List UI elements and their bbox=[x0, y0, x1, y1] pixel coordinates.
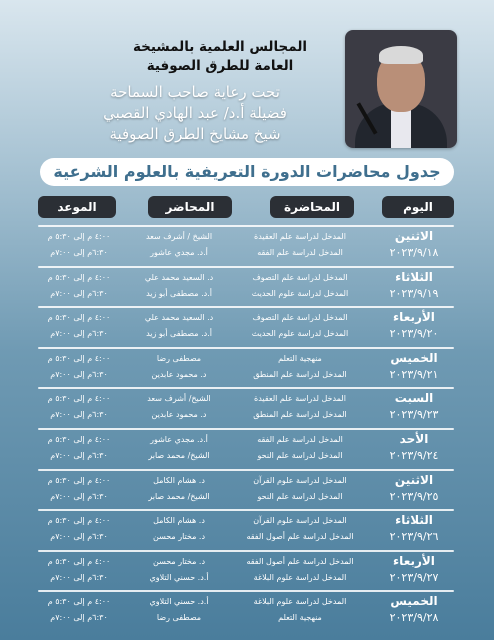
day-name: الأربعاء bbox=[393, 553, 435, 568]
lecture-cell-line: المدخل لدراسة علم المنطق bbox=[253, 410, 347, 420]
row-divider bbox=[38, 225, 454, 227]
day-cell bbox=[374, 228, 454, 261]
day-cell bbox=[374, 512, 454, 545]
lecturer-cell bbox=[124, 473, 234, 505]
org-line-1: المجالس العلمية بالمشيخة bbox=[132, 39, 308, 55]
day-name: الأحد bbox=[399, 432, 429, 446]
day-date: ٢٠٢٣/٩/٢٦ bbox=[389, 530, 439, 544]
org-line-2: العامة للطرق الصوفية bbox=[146, 58, 294, 74]
lecture-cell-line: المدخل لدراسة علوم القرآن bbox=[253, 475, 347, 485]
schedule-row bbox=[38, 431, 454, 467]
lecturer-cell bbox=[124, 270, 234, 302]
day-name: الخميس bbox=[390, 350, 438, 365]
schedule-row bbox=[38, 472, 454, 508]
header bbox=[0, 0, 494, 155]
lecturer-cell-line: الشيخ/ محمد صابر bbox=[148, 491, 210, 501]
schedule-row bbox=[38, 350, 454, 386]
lecture-cell bbox=[230, 229, 370, 261]
time-cell-line: ٦:٣٠م إلى ٧:٠٠م bbox=[50, 572, 108, 582]
time-cell bbox=[38, 310, 120, 342]
schedule-row bbox=[38, 390, 454, 426]
time-cell-line: ٤:٠٠ م إلى ٥:٣٠ م bbox=[47, 556, 111, 566]
lecturer-cell-line: أ.د. مصطفى أبو زيد bbox=[146, 288, 212, 298]
sheikh-photo bbox=[345, 30, 457, 148]
lecturer-cell bbox=[124, 554, 234, 586]
schedule-title: جدول محاضرات الدورة التعريفية بالعلوم الشرعية bbox=[40, 158, 454, 186]
time-cell bbox=[38, 473, 120, 505]
column-header-time: الموعد bbox=[38, 196, 116, 218]
lecturer-cell bbox=[124, 391, 234, 423]
organization-name bbox=[105, 38, 335, 76]
lecture-cell-line: منهجية التعلم bbox=[278, 613, 322, 623]
lecturer-cell-line: د. مختار محسن bbox=[152, 532, 206, 542]
time-cell bbox=[38, 391, 120, 423]
lecturer-cell bbox=[124, 229, 234, 261]
time-cell-line: ٦:٣٠م إلى ٧:٠٠م bbox=[50, 613, 108, 623]
lecturer-cell-line: د. السعيد محمد علي bbox=[144, 313, 214, 323]
time-cell bbox=[38, 432, 120, 464]
time-cell-line: ٤:٠٠ م إلى ٥:٣٠ م bbox=[47, 597, 111, 607]
time-cell-line: ٦:٣٠م إلى ٧:٠٠م bbox=[50, 491, 108, 501]
day-name: الأربعاء bbox=[393, 310, 435, 325]
lecturer-cell-line: الشيخ / أشرف سعد bbox=[145, 232, 213, 241]
lecturer-cell-line: د. مختار محسن bbox=[152, 556, 206, 566]
row-divider bbox=[38, 469, 454, 471]
lecturer-cell-line: د. السعيد محمد علي bbox=[144, 272, 214, 282]
lecturer-cell-line: أ.د. حسني التلاوي bbox=[149, 572, 209, 582]
row-divider bbox=[38, 590, 454, 592]
lecturer-cell-line: أ.د. مجدي عاشور bbox=[150, 435, 208, 444]
day-cell bbox=[374, 431, 454, 464]
column-header-lecturer: المحاضر bbox=[148, 196, 232, 218]
column-header-day: اليوم bbox=[382, 196, 454, 218]
lecture-cell bbox=[230, 351, 370, 383]
lecturer-cell bbox=[124, 351, 234, 383]
patron-line-2: فضيلة أ.د/ عبد الهادي القصبي bbox=[103, 104, 287, 122]
day-date: ٢٠٢٣/٩/٢٣ bbox=[389, 408, 439, 422]
lecture-cell-line: المدخل لدراسة علم التصوف bbox=[252, 272, 348, 282]
lecturer-cell bbox=[124, 432, 234, 464]
schedule-row bbox=[38, 309, 454, 345]
day-name: السبت bbox=[394, 391, 434, 406]
row-divider bbox=[38, 306, 454, 308]
lecturer-cell bbox=[124, 513, 234, 545]
lecture-cell-line: المدخل لدراسة علوم القرآن bbox=[253, 516, 347, 526]
lecture-cell bbox=[230, 513, 370, 545]
lecture-cell-line: المدخل لدراسة علم العقيدة bbox=[254, 232, 346, 241]
day-name: الاثنين bbox=[394, 229, 434, 243]
lecture-cell bbox=[230, 473, 370, 505]
lecture-cell-line: المدخل لدراسة علوم الحديث bbox=[251, 329, 349, 339]
day-cell bbox=[374, 309, 454, 342]
row-divider bbox=[38, 550, 454, 552]
lecturer-cell-line: د. هشام الكامل bbox=[153, 516, 205, 526]
lecturer-cell-line: أ.د. مصطفى أبو زيد bbox=[146, 329, 212, 339]
lecture-cell-line: المدخل لدراسة علم النحو bbox=[257, 491, 343, 501]
time-cell-line: ٤:٠٠ م إلى ٥:٣٠ م bbox=[47, 394, 111, 404]
lecture-cell bbox=[230, 594, 370, 626]
time-cell-line: ٦:٣٠م إلى ٧:٠٠م bbox=[50, 329, 108, 339]
day-date: ٢٠٢٣/٩/٢٧ bbox=[389, 570, 439, 584]
lecturer-cell-line: أ.د. حسني التلاوي bbox=[149, 597, 209, 607]
time-cell bbox=[38, 513, 120, 545]
row-divider bbox=[38, 509, 454, 511]
day-cell bbox=[374, 269, 454, 302]
row-divider bbox=[38, 347, 454, 349]
day-date: ٢٠٢٣/٩/٢٥ bbox=[389, 489, 439, 503]
schedule-row bbox=[38, 593, 454, 629]
lecturer-cell bbox=[124, 594, 234, 626]
lecturer-cell-line: د. هشام الكامل bbox=[153, 475, 205, 485]
time-cell-line: ٦:٣٠م إلى ٧:٠٠م bbox=[50, 410, 108, 420]
day-cell bbox=[374, 350, 454, 383]
row-divider bbox=[38, 428, 454, 430]
time-cell-line: ٤:٠٠ م إلى ٥:٣٠ م bbox=[47, 435, 111, 444]
time-cell bbox=[38, 554, 120, 586]
day-date: ٢٠٢٣/٩/١٩ bbox=[389, 286, 439, 300]
lecturer-cell bbox=[124, 310, 234, 342]
row-divider bbox=[38, 387, 454, 389]
lecture-cell-line: المدخل لدراسة علم الفقه bbox=[257, 248, 343, 257]
time-cell-line: ٤:٠٠ م إلى ٥:٣٠ م bbox=[47, 313, 111, 323]
patronage-text bbox=[50, 82, 340, 145]
lecture-cell-line: المدخل لدراسة علم أصول الفقه bbox=[246, 556, 354, 566]
day-name: الاثنين bbox=[394, 472, 434, 487]
time-cell-line: ٦:٣٠م إلى ٧:٠٠م bbox=[50, 288, 108, 298]
schedule-row bbox=[38, 269, 454, 305]
time-cell-line: ٦:٣٠م إلى ٧:٠٠م bbox=[50, 369, 108, 379]
lecturer-cell-line: د. محمود عابدين bbox=[151, 369, 207, 379]
time-cell-line: ٤:٠٠ م إلى ٥:٣٠ م bbox=[47, 516, 111, 526]
day-date: ٢٠٢٣/٩/٢٨ bbox=[389, 611, 439, 625]
lecturer-cell-line: د. محمود عابدين bbox=[151, 410, 207, 420]
day-cell bbox=[374, 593, 454, 626]
day-cell bbox=[374, 390, 454, 423]
time-cell-line: ٤:٠٠ م إلى ٥:٣٠ م bbox=[47, 475, 111, 485]
lecturer-cell-line: الشيخ/ محمد صابر bbox=[148, 451, 210, 460]
lecture-cell-line: المدخل لدراسة علم التصوف bbox=[252, 313, 348, 323]
time-cell-line: ٤:٠٠ م إلى ٥:٣٠ م bbox=[47, 272, 111, 282]
day-date: ٢٠٢٣/٩/٢١ bbox=[389, 367, 439, 381]
lecturer-cell-line: أ.د. مجدي عاشور bbox=[150, 248, 208, 257]
lecture-cell bbox=[230, 310, 370, 342]
lecture-cell-line: منهجية التعلم bbox=[278, 353, 322, 363]
lecture-cell-line: المدخل لدراسة علوم البلاغة bbox=[253, 572, 347, 582]
day-name: الخميس bbox=[390, 594, 438, 609]
lecturer-cell-line: مصطفى رضا bbox=[156, 353, 202, 363]
time-cell-line: ٤:٠٠ م إلى ٥:٣٠ م bbox=[47, 232, 111, 241]
lecture-cell-line: المدخل لدراسة علم الفقه bbox=[257, 435, 343, 444]
lecture-cell bbox=[230, 391, 370, 423]
lecture-cell-line: المدخل لدراسة علم العقيدة bbox=[254, 394, 346, 404]
lecturer-cell-line: مصطفى رضا bbox=[156, 613, 202, 623]
column-header-lecture: المحاضرة bbox=[270, 196, 354, 218]
lecture-cell-line: المدخل لدراسة علم أصول الفقه bbox=[246, 532, 354, 542]
time-cell bbox=[38, 594, 120, 626]
lecturer-cell-line: الشيخ/ أشرف سعد bbox=[147, 394, 211, 404]
day-cell bbox=[374, 553, 454, 586]
time-cell-line: ٤:٠٠ م إلى ٥:٣٠ م bbox=[47, 353, 111, 363]
time-cell bbox=[38, 229, 120, 261]
lecture-cell-line: المدخل لدراسة علم المنطق bbox=[253, 369, 347, 379]
lecture-cell bbox=[230, 432, 370, 464]
row-divider bbox=[38, 266, 454, 268]
lecture-cell bbox=[230, 554, 370, 586]
patron-line-1: تحت رعاية صاحب السماحة bbox=[110, 83, 280, 101]
schedule-row bbox=[38, 553, 454, 589]
patron-line-3: شيخ مشايخ الطرق الصوفية bbox=[109, 125, 281, 143]
lecture-cell-line: المدخل لدراسة علوم الحديث bbox=[251, 288, 349, 298]
day-date: ٢٠٢٣/٩/١٨ bbox=[389, 246, 439, 259]
lecture-cell bbox=[230, 270, 370, 302]
time-cell bbox=[38, 270, 120, 302]
lecture-cell-line: المدخل لدراسة علم النحو bbox=[257, 451, 343, 460]
day-cell bbox=[374, 472, 454, 505]
schedule-row bbox=[38, 512, 454, 548]
time-cell-line: ٦:٣٠م إلى ٧:٠٠م bbox=[50, 451, 108, 460]
lecture-cell-line: المدخل لدراسة علوم البلاغة bbox=[253, 597, 347, 607]
day-name: الثلاثاء bbox=[395, 513, 433, 528]
day-name: الثلاثاء bbox=[395, 269, 433, 284]
schedule-row bbox=[38, 228, 454, 264]
time-cell-line: ٦:٣٠م إلى ٧:٠٠م bbox=[50, 248, 108, 257]
time-cell-line: ٦:٣٠م إلى ٧:٠٠م bbox=[50, 532, 108, 542]
day-date: ٢٠٢٣/٩/٢٠ bbox=[389, 327, 439, 341]
day-date: ٢٠٢٣/٩/٢٤ bbox=[389, 449, 439, 462]
time-cell bbox=[38, 351, 120, 383]
